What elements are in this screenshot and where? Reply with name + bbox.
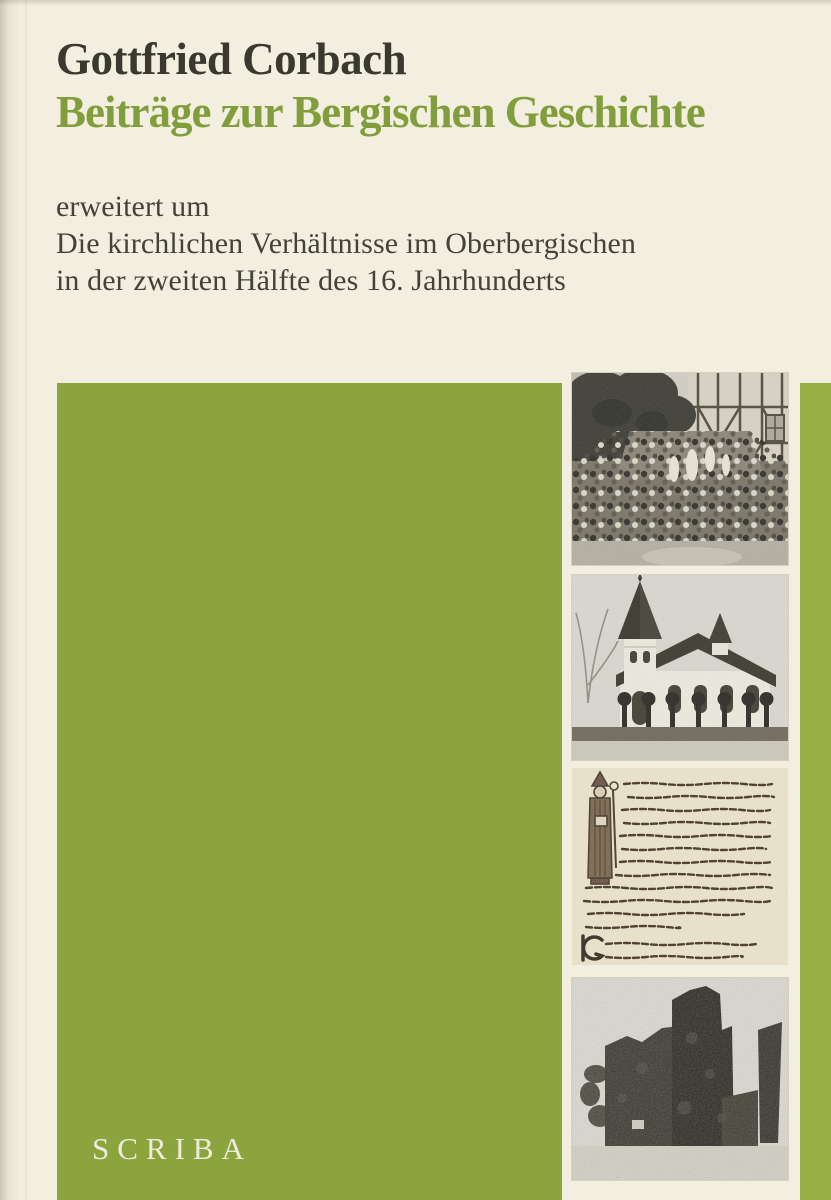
- subtitle-line-1: Die kirchlichen Verhältnisse im Oberbergischen: [56, 227, 636, 260]
- church-photo-image: [572, 575, 788, 760]
- scan-top-shadow: [0, 0, 831, 6]
- scan-crease: [25, 0, 28, 1200]
- subtitle-block: [56, 188, 636, 299]
- subtitle-line-2: in der zweiten Hälfte des 16. Jahrhunderts: [56, 264, 566, 297]
- ruins-photo-image: [572, 978, 788, 1180]
- church-photo: [572, 575, 788, 760]
- green-cover-panel: [57, 383, 562, 1200]
- group-photo-image: [572, 373, 788, 565]
- scan-edge-shadow: [0, 0, 34, 1200]
- book-title: Beiträge zur Bergischen Geschichte: [56, 87, 705, 137]
- cover-edge-stripe: [800, 383, 831, 1200]
- manuscript-photo-image: [572, 768, 788, 965]
- author-name: Gottfried Corbach: [56, 34, 407, 84]
- subtitle-intro: erweitert um: [56, 190, 210, 223]
- manuscript-photo: [572, 768, 788, 965]
- publisher-logo: SCRIBA: [92, 1131, 252, 1166]
- ruins-photo: [572, 978, 788, 1180]
- group-photo: [572, 373, 788, 565]
